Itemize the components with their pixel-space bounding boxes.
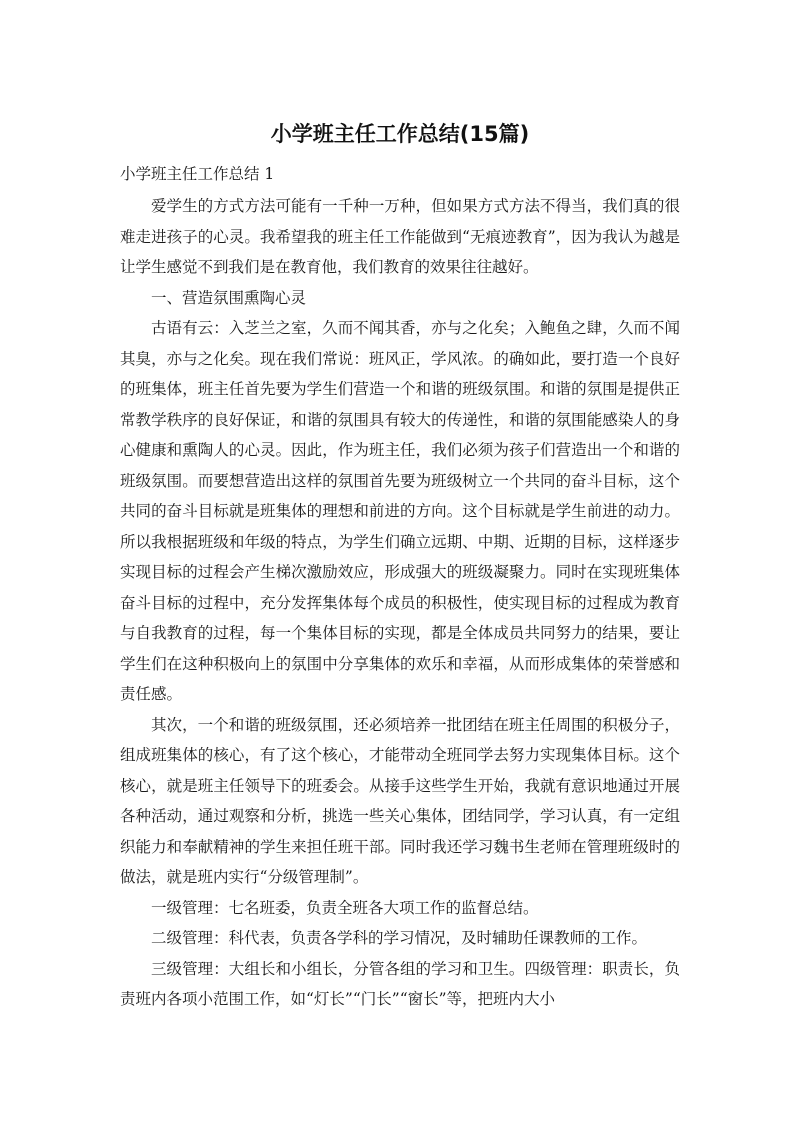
- document-body: [120, 191, 680, 1015]
- section-heading-1: 一、营造氛围熏陶心灵: [151, 288, 307, 307]
- paragraph-core-group: 其次，一个和谐的班级氛围，还必须培养一批团结在班主任周围的积极分子，组成班集体的核心，有了这个核心，才能带动全班同学去努力实现集体目标。这个核心，就是班主任领导下的班委会。从接手这些学生开始，我就有意识地通过开展各种活动，通过观察和分析，挑选一些关心集体，团结同学，学习认真，有一定组织能力和奉献精神的学生来担任班干部。同时我还学习魏书生老师在管理班级时的做法，就是班内实行“分级管理制”。: [120, 715, 680, 886]
- paragraph-atmosphere: 古语有云：入芝兰之室，久而不闻其香，亦与之化矣；入鲍鱼之肆，久而不闻其臭，亦与之化矣。现在我们常说：班风正，学风浓。的确如此，要打造一个良好的班集体，班主任首先要为学生们营造一个和谐的班级氛围。和谐的氛围是提供正常教学秩序的良好保证，和谐的氛围具有较大的传递性，和谐的氛围能感染人的身心健康和熏陶人的心灵。因此，作为班主任，我们必须为孩子们营造出一个和谐的班级氛围。而要想营造出这样的氛围首先要为班级树立一个共同的奋斗目标，这个共同的奋斗目标就是班集体的理想和前进的方向。这个目标就是学生前进的动力。所以我根据班级和年级的特点，为学生们确立远期、中期、近期的目标，这样逐步实现目标的过程会产生梯次激励效应，形成强大的班级凝聚力。同时在实现班集体奋斗目标的过程中，充分发挥集体每个成员的积极性，使实现目标的过程成为教育与自我教育的过程，每一个集体目标的实现，都是全体成员共同努力的结果，要让学生们在这种积极向上的氛围中分享集体的欢乐和幸福，从而形成集体的荣誉感和责任感。: [120, 319, 680, 703]
- paragraph-intro: 爱学生的方式方法可能有一千种一万种，但如果方式方法不得当，我们真的很难走进孩子的心灵。我希望我的班主任工作能做到“无痕迹教育”，因为我认为越是让学生感觉不到我们是在教育他，我们教育的效果往往越好。: [120, 197, 680, 276]
- document-title: 小学班主任工作总结(15篇): [270, 122, 530, 146]
- section-heading: 小学班主任工作总结 1: [120, 165, 275, 183]
- paragraph-level-2: 二级管理：科代表，负责各学科的学习情况，及时辅助任课教师的工作。: [151, 929, 648, 947]
- paragraph-level-3-4: 三级管理：大组长和小组长，分管各组的学习和卫生。四级管理：职责长，负责班内各项小范围工作，如“灯长”“门长”“窗长”等，把班内大小: [120, 959, 680, 1008]
- paragraph-level-1: 一级管理：七名班委，负责全班各大项工作的监督总结。: [151, 898, 539, 917]
